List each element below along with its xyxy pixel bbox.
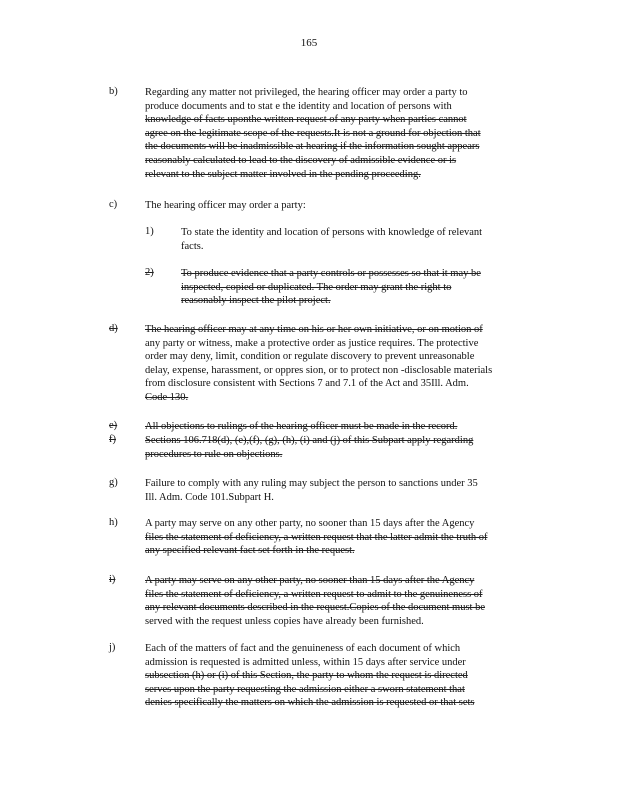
label-e: e) [109,420,118,431]
paragraph-b-line-struck: the documents will be inadmissible at hearing if the information sought appears [145,141,480,153]
subparagraph-c2-line-struck: To produce evidence that a party controls or possesses so that it may be [181,268,481,279]
paragraph-b-line: Regarding any matter not privileged, the hearing officer may order a party to [145,87,468,98]
paragraph-b-line-struck: agree on the legitimate scope of the requests.It is not a ground for objection that [145,127,481,139]
label-i: i) [109,574,116,585]
paragraph-b-line-struck: knowledge of facts uponthe written request of any party when parties cannot [145,114,467,126]
label-g: g) [109,477,118,488]
paragraph-d-line-struck: The hearing officer may at any time on his or her own initiative, or on motion of [145,324,483,335]
paragraph-h-line: A party may serve on any other party, no sooner than 15 days after the Agency [145,518,475,529]
paragraph-i-line-struck: files the statement of deficiency, a written request to admit to the genuineness of [145,588,483,600]
label-d: d) [109,323,118,334]
paragraph-e-line-struck: All objections to rulings of the hearing officer must be made in the record. [145,421,458,432]
paragraph-d-line: order may deny, limit, condition or regulate discovery to prevent unreasonable [145,351,475,363]
label-c2: 2) [145,267,154,278]
paragraph-f-line-struck: procedures to rule on objections. [145,448,283,460]
paragraph-i-line-struck: A party may serve on any other party, no sooner than 15 days after the Agency [145,575,475,586]
paragraph-g-line: Ill. Adm. Code 101.Subpart H. [145,491,274,503]
subparagraph-c1-line: To state the identity and location of persons with knowledge of relevant [181,227,483,238]
paragraph-h-line-struck: any specified relevant fact set forth in the request. [145,545,355,557]
subparagraph-c1-line: facts. [181,240,204,252]
label-c1: 1) [145,226,154,237]
subparagraph-c2-line-struck: reasonably inspect the pilot project. [181,295,331,307]
paragraph-i-line-struck: any relevant documents described in the request.Copies of the document must be [145,602,485,614]
paragraph-j-line-struck: denies specifically the matters on which the admission is requested or that sets [145,697,475,709]
paragraph-d-line: delay, expense, harassment, or oppres sion, or to protect non -disclosable materials [145,364,493,376]
paragraph-j-line: Each of the matters of fact and the genuineness of each document of which [145,643,461,654]
paragraph-b-line-struck: relevant to the subject matter involved in the pending proceeding. [145,168,421,180]
page-number: 165 [300,37,318,49]
paragraph-g-line: Failure to comply with any ruling may subject the person to sanctions under 35 [145,478,478,489]
paragraph-j-line-struck: subsection (h) or (i) of this Section, the party to whom the request is directed [145,670,468,682]
paragraph-j-line-struck: serves upon the party requesting the admission either a sworn statement that [145,683,465,695]
label-h: h) [109,517,118,528]
paragraph-d-line: any party or witness, make a protective order as justice requires. The protective [145,337,479,349]
paragraph-b-line-struck: reasonably calculated to lead to the discovery of admissible evidence or is [145,154,457,166]
paragraph-c-line: The hearing officer may order a party: [145,200,306,211]
label-c: c) [109,199,118,210]
subparagraph-c2-line-struck: inspected, copied or duplicated. The order may grant the right to [181,281,452,293]
paragraph-d-line: from disclosure consistent with Sections 7 and 7.1 of the Act and 35Ill. Adm. [145,378,469,390]
label-b: b) [109,86,118,97]
paragraph-d-line-struck: Code 130. [145,391,189,403]
label-f: f) [109,434,116,445]
paragraph-i-line: served with the request unless copies have already been furnished. [145,615,424,627]
paragraph-b-line: produce documents and to stat e the identity and location of persons with [145,100,452,112]
label-j: j) [109,642,116,653]
paragraph-f-line-struck: Sections 106.718(d), (e),(f), (g), (h), (i) and (j) of this Subpart apply regarding [145,435,474,446]
paragraph-h-line-struck: files the statement of deficiency, a written request that the latter admit the truth of [145,531,488,543]
paragraph-j-line: admission is requested is admitted unless, within 15 days after service under [145,656,466,668]
